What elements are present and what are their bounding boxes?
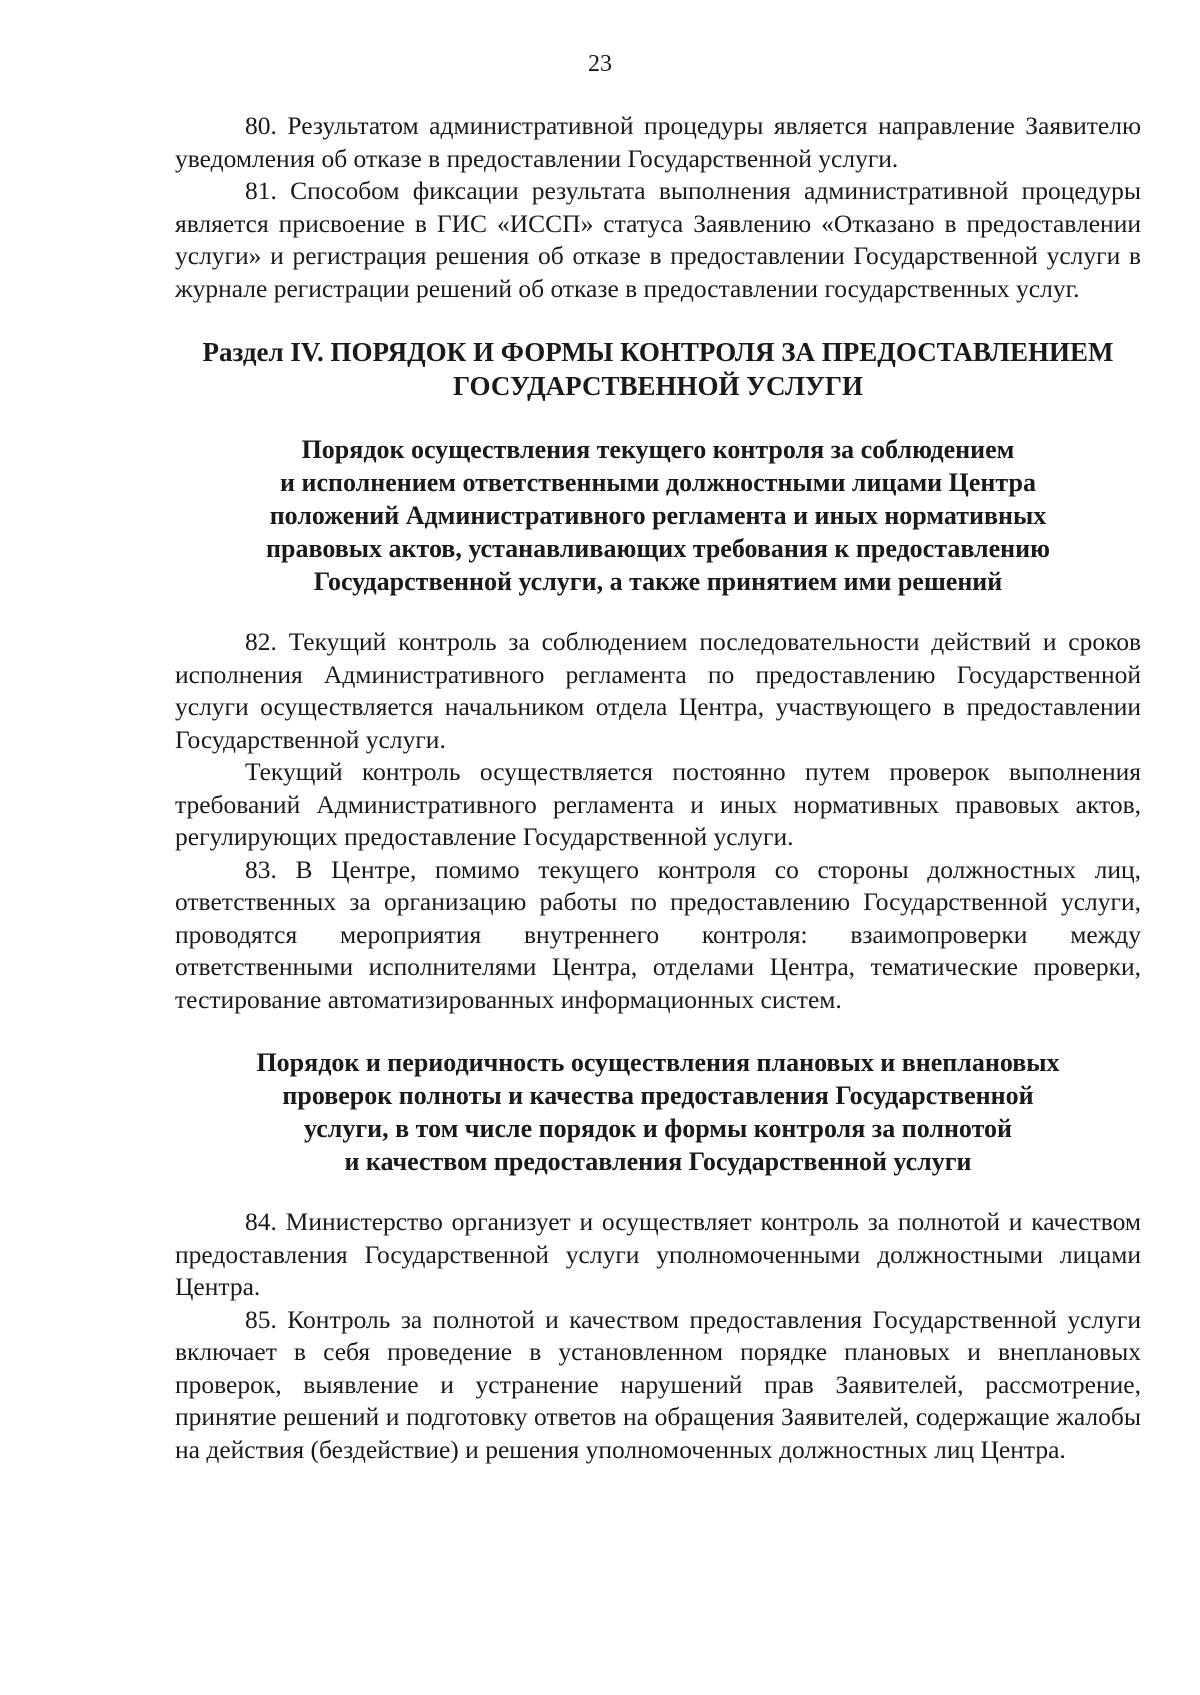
subheading-line: и качеством предоставления Государственной услуги — [344, 1147, 972, 1176]
subheading-line: Государственной услуги, а также принятием ими решений — [313, 567, 1003, 596]
paragraph-85: 85. Контроль за полнотой и качеством предоставления Государственной услуги включает в себя проведение в установленном порядке плановых и внеплановых проверок, выявление и устранение нарушений прав Заявителей, рассмотрение, принятие решений и подготовку ответов на обращения Заявителей, содержащие жалобы на действия (бездействие) и решения уполномоченных должностных лиц Центра. — [175, 1304, 1141, 1464]
paragraph-84: 84. Министерство организует и осуществляет контроль за полнотой и качеством предоставления Государственной услуги уполномоченными должностными лицами Центра. — [175, 1207, 1141, 1301]
section-heading — [175, 335, 1141, 403]
section-heading-line: ГОСУДАРСТВЕННОЙ УСЛУГИ — [453, 371, 863, 401]
subheading-line: Порядок и периодичность осуществления плановых и внеплановых — [256, 1048, 1060, 1077]
document-body — [175, 110, 1141, 1466]
page-number: 23 — [588, 51, 612, 77]
subheading-line: услуги, в том числе порядок и формы контроля за полнотой — [304, 1114, 1012, 1143]
subheading-line: проверок полноты и качества предоставления Государственной — [282, 1081, 1034, 1110]
subheading-inspections — [175, 1046, 1141, 1178]
current-control-block — [175, 626, 1141, 1016]
paragraph-80: 80. Результатом административной процедуры является направление Заявителю уведомления об отказе в предоставлении Государственной услуги. — [175, 111, 1141, 173]
paragraph-81: 81. Способом фиксации результата выполнения административной процедуры является присвоение в ГИС «ИССП» статуса Заявлению «Отказано в предоставлении услуги» и регистрация решения об отказе в предоставлении Государственной услуги в журнале регистрации решений об отказе в предоставлении государственных услуг. — [175, 176, 1141, 303]
paragraph-83: 83. В Центре, помимо текущего контроля со стороны должностных лиц, ответственных за организацию работы по предоставлению Государственной услуги, проводятся мероприятия внутреннего контроля: взаимопроверки между ответственными исполнителями Центра, отделами Центра, тематические проверки, тестирование автоматизированных информационных систем. — [175, 854, 1141, 1014]
paragraph-82-continued: Текущий контроль осуществляется постоянно путем проверок выполнения требований Административного регламента и иных нормативных правовых актов, регулирующих предоставление Государственной услуги. — [175, 757, 1141, 851]
paragraph-82: 82. Текущий контроль за соблюдением последовательности действий и сроков исполнения Административного регламента по предоставлению Государственной услуги осуществляется начальником отдела Центра, участвующего в предоставлении Государственной услуги. — [175, 627, 1141, 754]
subheading-line: правовых актов, устанавливающих требования к предоставлению — [266, 534, 1050, 563]
section-heading-line: Раздел IV. ПОРЯДОК И ФОРМЫ КОНТРОЛЯ ЗА ПРЕДОСТАВЛЕНИЕМ — [202, 337, 1114, 367]
subheading-line: и исполнением ответственными должностными лицами Центра — [280, 468, 1036, 497]
inspections-block — [175, 1206, 1141, 1466]
subheading-current-control — [175, 433, 1141, 598]
subheading-line: положений Административного регламента и иных нормативных — [269, 501, 1047, 530]
subheading-line: Порядок осуществления текущего контроля за соблюдением — [301, 435, 1015, 464]
